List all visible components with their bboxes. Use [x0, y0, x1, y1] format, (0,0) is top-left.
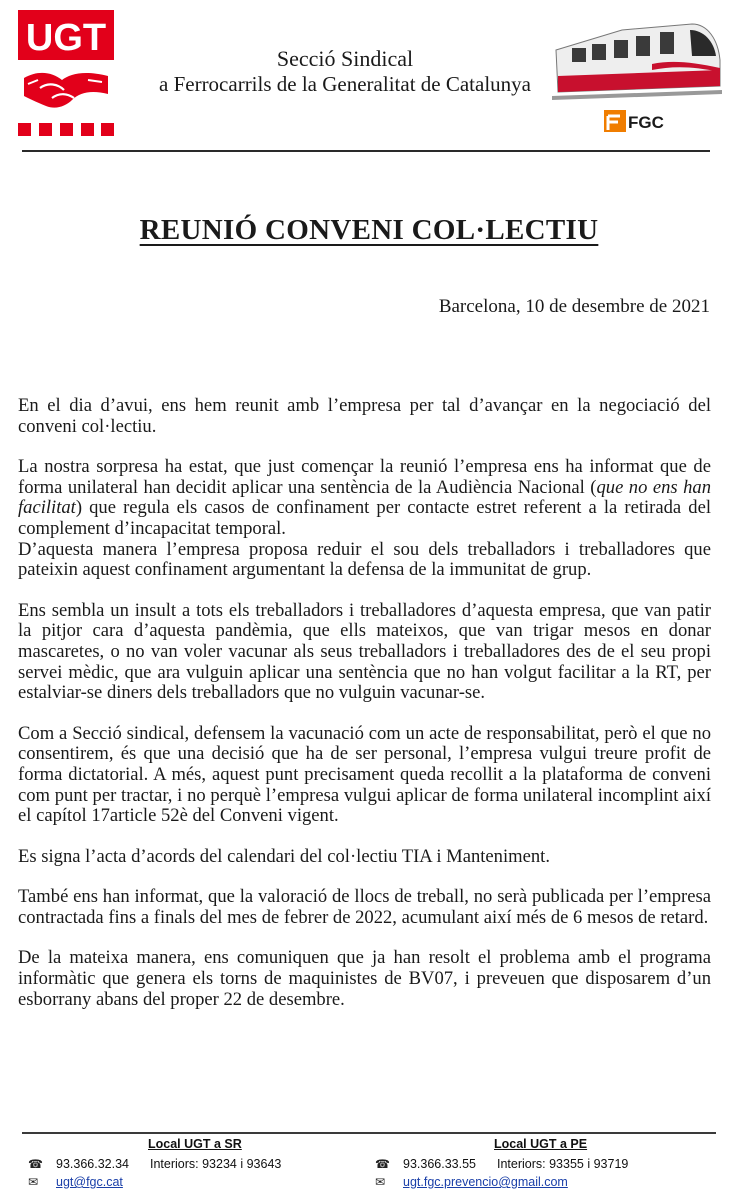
phone-icon: ☎	[28, 1157, 43, 1171]
paragraph-2: La nostra sorpresa ha estat, que just començar la reunió l’empresa ens ha informat que de forma unilateral han decidit aplicar una sentència de la Audiència Nacional (que no ens han facilitat) que regula els casos de confinament per contacte estret referent a la retirada del complement d’incapacitat temporal.	[18, 456, 712, 539]
svg-text:FGC: FGC	[628, 113, 664, 132]
envelope-icon: ✉	[28, 1175, 39, 1189]
footer-left-phone: 93.366.32.34	[56, 1157, 129, 1171]
paragraph-8: De la mateixa manera, ens comuniquen que ja han resolt el problema amb el programa informàtic que genera els torns de maquinistes de BV07, i preveuen que disposarem d’un esborrany abans del proper 22 de desembre.	[18, 947, 711, 1010]
paragraph-3: D’aquesta manera l’empresa proposa reduir el sou dels treballadors i treballadores que pateixin aquest confinament argumentant la defensa de la immunitat de grup.	[18, 538, 711, 581]
header-title	[140, 46, 550, 97]
emphasis-text: que no ens han facilitat	[18, 476, 712, 519]
footer-right-interiors: Interiors: 93355 i 93719	[497, 1157, 629, 1171]
document-body	[18, 396, 711, 1030]
paragraph-4: Ens sembla un insult a tots els treballadors i treballadores d’aquesta empresa, que van patir la pitjor cara d’aquesta pandèmia, que ells mateixos, que van trigar mesos en donar mascaretes, o no van voler vacunar als seus treballadors i treballadores des de el seu propi servei mèdic, que ara vulguin aplicar una sentència que no han volgut facilitar a la RT, per estalviar-se diners dels treballadors que no vulguin vacunar-se.	[18, 599, 711, 704]
phone-icon: ☎	[375, 1157, 390, 1171]
document-title: REUNIÓ CONVENI COL·LECTIU	[139, 214, 599, 246]
section-name: Secció Sindical	[276, 46, 414, 71]
document-date: Barcelona, 10 de desembre de 2021	[438, 296, 710, 317]
envelope-icon: ✉	[375, 1175, 386, 1189]
fgc-logo	[604, 106, 676, 134]
footer-right-phone: 93.366.33.55	[403, 1157, 476, 1171]
paragraph-6: Es signa l’acta d’acords del calendari del col·lectiu TIA i Manteniment.	[18, 845, 550, 867]
footer-right-heading: Local UGT a PE	[494, 1137, 588, 1151]
svg-text:UGT: UGT	[25, 17, 107, 59]
train-image	[552, 10, 722, 102]
paragraph-7: També ens han informat, que la valoració de llocs de treball, no serà publicada per l’empresa contractada fins a finals del mes de febrer de 2022, acumulant així més de 6 mesos de retard.	[18, 886, 711, 928]
footer-left-interiors: Interiors: 93234 i 93643	[150, 1157, 282, 1171]
paragraph-5: Com a Secció sindical, defensem la vacunació com un acte de responsabilitat, però el que no consentirem, és que una decisió que ha de ser personal, l’empresa vulgui treure profit de forma dictatorial. A més, aquest punt precisament queda recollit a la plataforma de conveni com punt per tractar, i no perquè l’empresa vulgui aplicar de forma unilateral incomplint així el capítol 17article 52è del Conveni vigent.	[18, 722, 711, 827]
ugt-logo	[18, 10, 114, 140]
footer-left-email[interactable]: ugt@fgc.cat	[56, 1175, 123, 1189]
footer-left-heading: Local UGT a SR	[148, 1137, 242, 1151]
header-divider	[22, 150, 710, 152]
paragraph-1: En el dia d’avui, ens hem reunit amb l’empresa per tal d’avançar en la negociació del conveni col·lectiu.	[18, 395, 711, 437]
footer-right-email[interactable]: ugt.fgc.prevencio@gmail.com	[403, 1175, 568, 1189]
company-name: a Ferrocarrils de la Generalitat de Catalunya	[159, 72, 531, 96]
footer-divider	[22, 1132, 716, 1134]
